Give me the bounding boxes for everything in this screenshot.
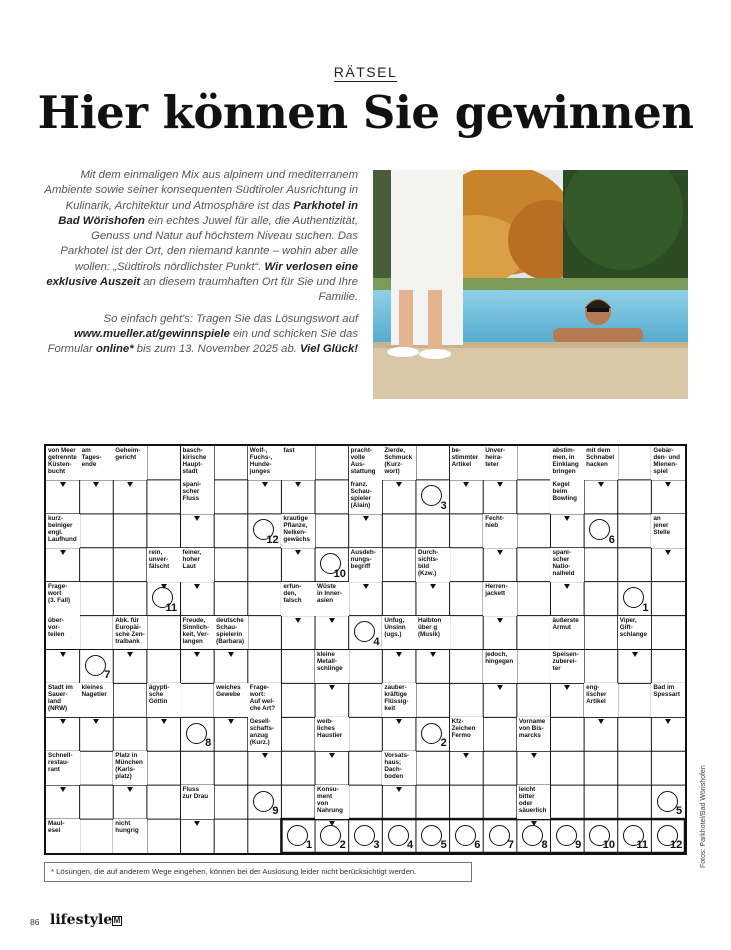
clue-cell: Zierde, Schmuck (Kurz- wort) xyxy=(382,446,416,480)
arrow-icon xyxy=(93,719,99,724)
intro-text-run: Mit dem einmaligen Mix aus alpinem und mediterranem Ambiente sowie seiner konsequenten Südtiroler Ausrichtung in Kulinarik, Architektur und Atmosphäre ist das xyxy=(44,169,358,212)
solution-letter-circle[interactable] xyxy=(186,723,207,744)
clue-cell: nicht hungrig xyxy=(113,819,147,853)
solution-number: 8 xyxy=(541,839,548,851)
arrow-icon xyxy=(497,685,503,690)
arrow-icon xyxy=(665,550,671,555)
clue-cell: mit dem Schnabel hacken xyxy=(584,446,618,480)
brand-logo: lifestyle xyxy=(50,912,113,928)
arrow-icon xyxy=(564,685,570,690)
clue-cell: kleines Nagetier xyxy=(80,683,114,717)
clue-cell: weib- liches Haustier xyxy=(315,717,349,751)
solution-number: 5 xyxy=(676,805,683,818)
arrow-icon xyxy=(665,482,671,487)
clue-cell: Wüste in Inner- asien xyxy=(315,582,349,616)
solution-letter-circle[interactable] xyxy=(354,621,375,642)
clue-cell: kleine Metall- schlinge xyxy=(315,650,349,684)
clue-cell: Unver- heira- teter xyxy=(483,446,517,480)
solution-letter-circle[interactable] xyxy=(388,825,409,846)
clue-cell: Geheim- gericht xyxy=(113,446,147,480)
clue-cell: Stadt im Sauer- land (NRW) xyxy=(46,683,80,717)
clue-cell: über- vor- teilen xyxy=(46,616,80,650)
arrow-icon xyxy=(497,550,503,555)
intro-text-run: Wir verlosen eine exklusive Auszeit xyxy=(46,260,358,289)
solution-number: 9 xyxy=(575,839,582,851)
solution-letter-circle[interactable] xyxy=(421,723,442,744)
clue-cell: Viper, Gift- schlange xyxy=(618,616,652,650)
arrow-icon xyxy=(60,550,66,555)
clue-cell: am Tages- ende xyxy=(80,446,114,480)
arrow-icon xyxy=(60,719,66,724)
solution-letter-circle[interactable] xyxy=(657,791,678,812)
clue-cell: Herren- jackett xyxy=(483,582,517,616)
arrow-icon xyxy=(127,482,133,487)
intro-paragraph-2 xyxy=(42,312,358,358)
clue-cell: feiner, hoher Laut xyxy=(181,548,215,582)
solution-letter-circle[interactable] xyxy=(287,825,308,846)
arrow-icon xyxy=(396,719,402,724)
arrow-icon xyxy=(430,584,436,589)
clue-cell: äußerste Armut xyxy=(550,616,584,650)
hotel-pool-photo xyxy=(373,170,688,399)
clue-cell: Fluss zur Drau xyxy=(181,785,215,819)
intro-text-run: ein und schicken Sie das Formular xyxy=(47,327,358,356)
clue-cell: Abk. für Europäi- sche Zen- tralbank xyxy=(113,616,147,650)
solution-number: 6 xyxy=(608,533,615,546)
arrow-icon xyxy=(295,482,301,487)
arrow-icon xyxy=(194,652,200,657)
brand-mark-icon: M xyxy=(113,916,121,925)
intro-text-run: bis zum 13. November 2025 ab. xyxy=(133,343,301,356)
intro-text-run: an diesem traumhaften Ort für Sie und Ihre Familie. xyxy=(140,276,358,304)
solution-letter-circle[interactable] xyxy=(421,825,442,846)
clue-cell: Wolf-, Fuchs-, Hunde- junges xyxy=(248,446,282,480)
clue-cell: krautige Pflanze, Nelken- gewächs xyxy=(281,514,315,548)
intro-text-run: Parkhotel in Bad Wörishofen xyxy=(58,199,358,227)
solution-number: 9 xyxy=(272,805,279,818)
arrow-icon xyxy=(228,652,234,657)
arrow-icon xyxy=(363,516,369,521)
clue-cell: pracht- volle Aus- stattung xyxy=(349,446,383,480)
page-number: 86 xyxy=(30,917,40,927)
clue-cell: basch- kirische Haupt- stadt xyxy=(181,446,215,480)
clue-cell: Frage- wort (3. Fall) xyxy=(46,582,80,616)
arrow-icon xyxy=(396,787,402,792)
arrow-icon xyxy=(329,685,335,690)
solution-letter-circle[interactable] xyxy=(522,825,543,846)
arrow-icon xyxy=(665,719,671,724)
clue-cell: Vorname von Bis- marcks xyxy=(517,717,551,751)
clue-cell: Fecht- hieb xyxy=(483,514,517,548)
arrow-icon xyxy=(127,652,133,657)
solution-number: 1 xyxy=(306,839,313,851)
solution-number: 10 xyxy=(333,567,346,580)
arrow-icon xyxy=(194,584,200,589)
solution-letter-circle[interactable] xyxy=(489,825,510,846)
arrow-icon xyxy=(295,550,301,555)
solution-letter-circle[interactable] xyxy=(85,655,106,676)
arrow-icon xyxy=(262,482,268,487)
clue-cell: rein, unver- fälscht xyxy=(147,548,181,582)
solution-number: 6 xyxy=(474,839,481,851)
arrow-icon xyxy=(228,719,234,724)
clue-cell: Speisen- zuberei- ter xyxy=(550,650,584,684)
intro-text xyxy=(42,168,358,358)
solution-number: 1 xyxy=(642,601,649,614)
arrow-icon xyxy=(60,482,66,487)
clue-cell: Kegel beim Bowling xyxy=(550,480,584,514)
arrow-icon xyxy=(329,618,335,623)
clue-cell: von Meer getrennte Küsten- bucht xyxy=(46,446,80,480)
arrow-icon xyxy=(463,753,469,758)
clue-cell: Frage- wort: Auf wel- che Art? xyxy=(248,683,282,717)
intro-paragraph-1 xyxy=(42,168,358,306)
clue-cell: weiches Gewebe xyxy=(214,683,248,717)
clue-cell: Halbton über g (Musik) xyxy=(416,616,450,650)
clue-cell: Unfug, Unsinn (ugs.) xyxy=(382,616,416,650)
arrow-icon xyxy=(329,753,335,758)
clue-cell: Konsu- ment von Nahrung xyxy=(315,785,349,819)
arrow-icon xyxy=(161,719,167,724)
solution-number: 12 xyxy=(266,533,279,546)
arrow-icon xyxy=(60,652,66,657)
arrow-icon xyxy=(531,753,537,758)
arrow-icon xyxy=(396,652,402,657)
solution-number: 11 xyxy=(636,839,648,851)
clue-cell: Gesell- schafts- anzug (Kurz.) xyxy=(248,717,282,751)
intro-text-run: online* xyxy=(95,343,134,356)
clue-cell: be- stimmter Artikel xyxy=(450,446,484,480)
arrow-icon xyxy=(60,787,66,792)
intro-text-run: www.mueller.at/gewinnspiele xyxy=(73,327,230,340)
clue-cell: kurz- beiniger engl. Laufhund xyxy=(46,514,80,548)
solution-letter-circle[interactable] xyxy=(556,825,577,846)
clue-cell: Gebär- den- und Mienen- spiel xyxy=(651,446,685,480)
solution-number: 7 xyxy=(104,669,111,682)
clue-cell: Maul- esel xyxy=(46,819,80,853)
arrow-icon xyxy=(194,821,200,826)
solution-number: 10 xyxy=(602,839,615,851)
crossword-grid xyxy=(44,444,687,855)
clue-cell: fast xyxy=(281,446,315,480)
arrow-icon xyxy=(363,584,369,589)
clue-cell: deutsche Schau- spielerin (Barbara) xyxy=(214,616,248,650)
arrow-icon xyxy=(430,652,436,657)
photo-credit: Fotos: Parkhotel/Bad Wörishofen xyxy=(700,765,707,868)
arrow-icon xyxy=(564,584,570,589)
clue-cell: Ausdeh- nungs- begriff xyxy=(349,548,383,582)
solution-number: 5 xyxy=(440,839,447,851)
clue-cell: Durch- sichts- bild (Kzw.) xyxy=(416,548,450,582)
clue-cell: franz. Schau- spieler (Alain) xyxy=(349,480,383,514)
clue-cell: ägypti- sche Göttin xyxy=(147,683,181,717)
arrow-icon xyxy=(497,482,503,487)
clue-cell: Vorsats- haus; Dach- boden xyxy=(382,751,416,785)
solution-number: 7 xyxy=(507,839,514,851)
solution-number: 2 xyxy=(339,839,346,851)
clue-cell: jedoch, hingegen xyxy=(483,650,517,684)
arrow-icon xyxy=(497,618,503,623)
solution-number: 3 xyxy=(373,839,380,851)
clue-cell: eng- lischer Artikel xyxy=(584,683,618,717)
arrow-icon xyxy=(127,787,133,792)
solution-number: 12 xyxy=(670,839,683,851)
solution-letter-circle[interactable] xyxy=(455,825,476,846)
arrow-icon xyxy=(598,719,604,724)
solution-number: 11 xyxy=(165,601,178,614)
arrow-icon xyxy=(463,482,469,487)
arrow-icon xyxy=(93,482,99,487)
arrow-icon xyxy=(396,482,402,487)
clue-cell: Bad im Spessart xyxy=(651,683,685,717)
solution-letter-circle[interactable] xyxy=(320,825,341,846)
clue-cell: abstim- men, in Einklang bringen xyxy=(550,446,584,480)
clue-cell: spani- scher Fluss xyxy=(181,480,215,514)
intro-text-run: So einfach geht's: Tragen Sie das Lösungswort auf xyxy=(103,312,358,325)
intro-text-run: Viel Glück! xyxy=(300,343,358,356)
arrow-icon xyxy=(564,516,570,521)
clue-cell: erfun- den, falsch xyxy=(281,582,315,616)
solution-number: 4 xyxy=(373,635,380,648)
arrow-icon xyxy=(194,516,200,521)
clue-cell: an jener Stelle xyxy=(651,514,685,548)
solution-number: 4 xyxy=(406,839,414,851)
solution-letter-circle[interactable] xyxy=(354,825,375,846)
solution-number: 2 xyxy=(440,737,447,750)
solution-number: 3 xyxy=(440,499,447,512)
page-headline: Hier können Sie gewinnen xyxy=(37,86,694,139)
clue-cell: Platz in München (Karls- platz) xyxy=(113,751,147,785)
arrow-icon xyxy=(598,482,604,487)
clue-cell: Kfz- Zeichen Fermo xyxy=(450,717,484,751)
arrow-icon xyxy=(632,652,638,657)
clue-cell: leicht bitter oder säuerlich xyxy=(517,785,551,819)
kicker: RÄTSEL xyxy=(333,64,398,80)
arrow-icon xyxy=(262,753,268,758)
arrow-icon xyxy=(295,618,301,623)
clue-cell: Schnell- restau- rant xyxy=(46,751,80,785)
clue-cell: zauber- kräftige Flüssig- keit xyxy=(382,683,416,717)
solution-letter-circle[interactable] xyxy=(253,791,274,812)
clue-cell: Freude, Sinnlich- keit, Ver- langen xyxy=(181,616,215,650)
solution-number: 8 xyxy=(205,737,212,750)
clue-cell: spani- scher Natio- nalheld xyxy=(550,548,584,582)
footnote: * Lösungen, die auf anderem Wege eingehen, können bei der Auslosung leider nicht berücksichtigt werden. xyxy=(44,862,472,882)
intro-text-run: ein echtes Juwel für alle, die Authentizität, Genuss und Natur auf höchstem Niveau suchen. Das Parkhotel ist der Ort, den niemand kannte – wohin aber alle wollen: „Südtirols nördlichster Punkt“. xyxy=(60,214,358,273)
